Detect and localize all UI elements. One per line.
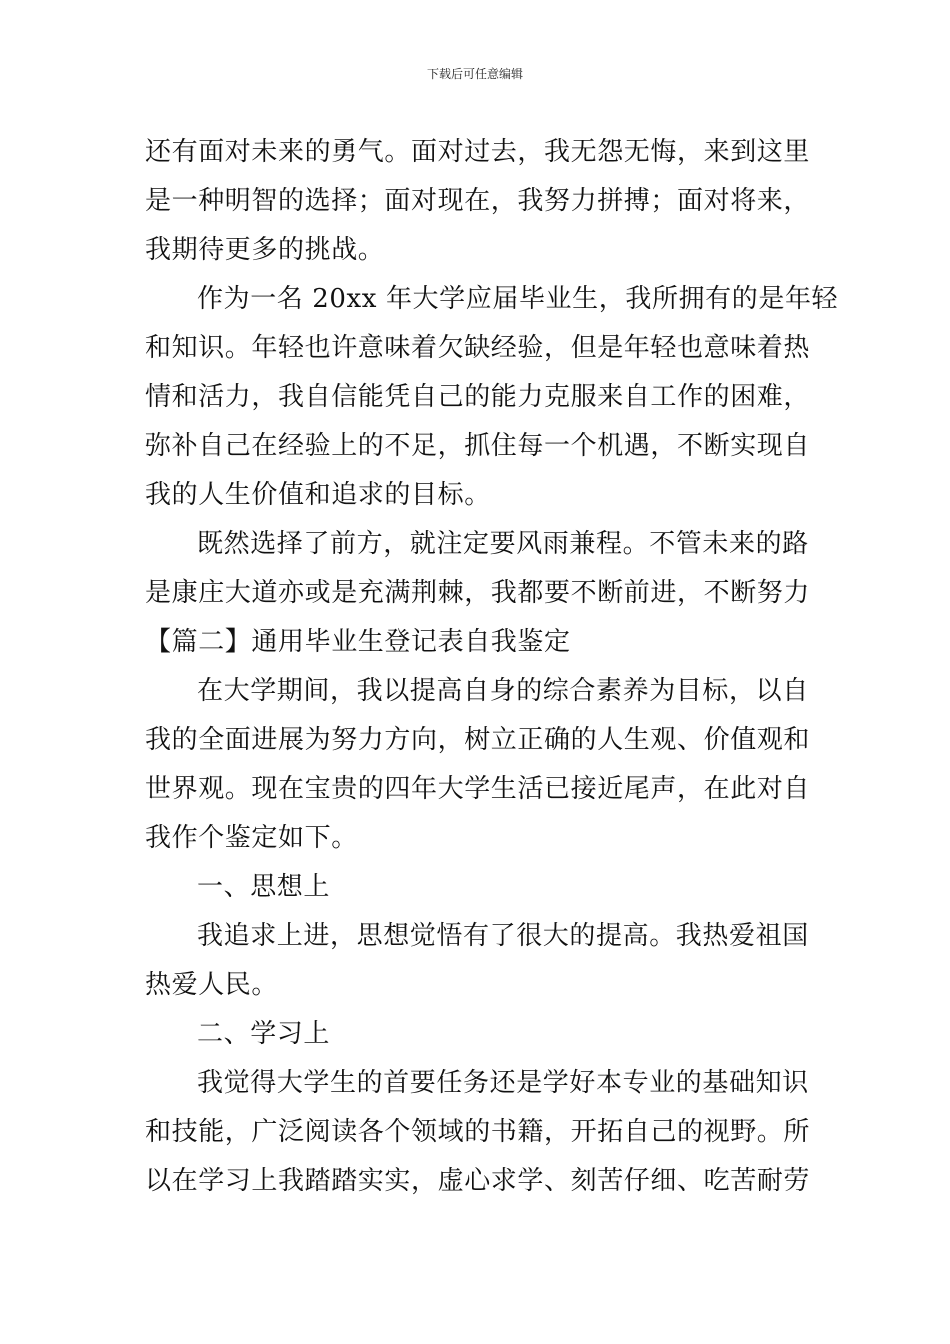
text-line: 和知识。年轻也许意味着欠缺经验，但是年轻也意味着热 [145,333,811,363]
text-line: 我作个鉴定如下。 [145,823,358,853]
paragraph-first-line: 作为一名 20xx 年大学应届毕业生，我所拥有的是年轻 [197,284,839,314]
document-body [145,128,839,1206]
text-line: 我的全面进展为努力方向，树立正确的人生观、价值观和 [145,725,811,755]
text-line: 是康庄大道亦或是充满荆棘，我都要不断前进，不断努力 [145,578,811,608]
text-line: 我的人生价值和追求的目标。 [145,480,491,510]
text-line: 情和活力，我自信能凭自己的能力克服来自工作的困难， [145,382,811,412]
text-line: 是一种明智的选择；面对现在，我努力拼搏；面对将来， [145,186,811,216]
subheading: 一、思想上 [197,872,331,902]
text-line: 热爱人民。 [145,970,279,1000]
text-line: 和技能，广泛阅读各个领域的书籍，开拓自己的视野。所 [145,1117,811,1147]
paragraph-first-line: 既然选择了前方，就注定要风雨兼程。不管未来的路 [197,529,809,559]
text-line: 还有面对未来的勇气。面对过去，我无怨无悔，来到这里 [145,137,811,167]
download-note: 下载后可任意编辑 [426,67,523,81]
text-line: 弥补自己在经验上的不足，抓住每一个机遇，不断实现自 [145,431,811,461]
subheading: 二、学习上 [197,1019,331,1049]
paragraph-first-line: 在大学期间，我以提高自身的综合素养为目标，以自 [197,676,809,706]
text-line: 我期待更多的挑战。 [145,235,385,265]
section-heading: 【篇二】通用毕业生登记表自我鉴定 [145,627,571,657]
paragraph-first-line: 我觉得大学生的首要任务还是学好本专业的基础知识 [197,1068,809,1098]
paragraph-first-line: 我追求上进，思想觉悟有了很大的提高。我热爱祖国 [197,921,809,951]
text-line: 世界观。现在宝贵的四年大学生活已接近尾声，在此对自 [145,774,811,804]
text-line: 以在学习上我踏踏实实，虚心求学、刻苦仔细、吃苦耐劳 [145,1166,811,1196]
